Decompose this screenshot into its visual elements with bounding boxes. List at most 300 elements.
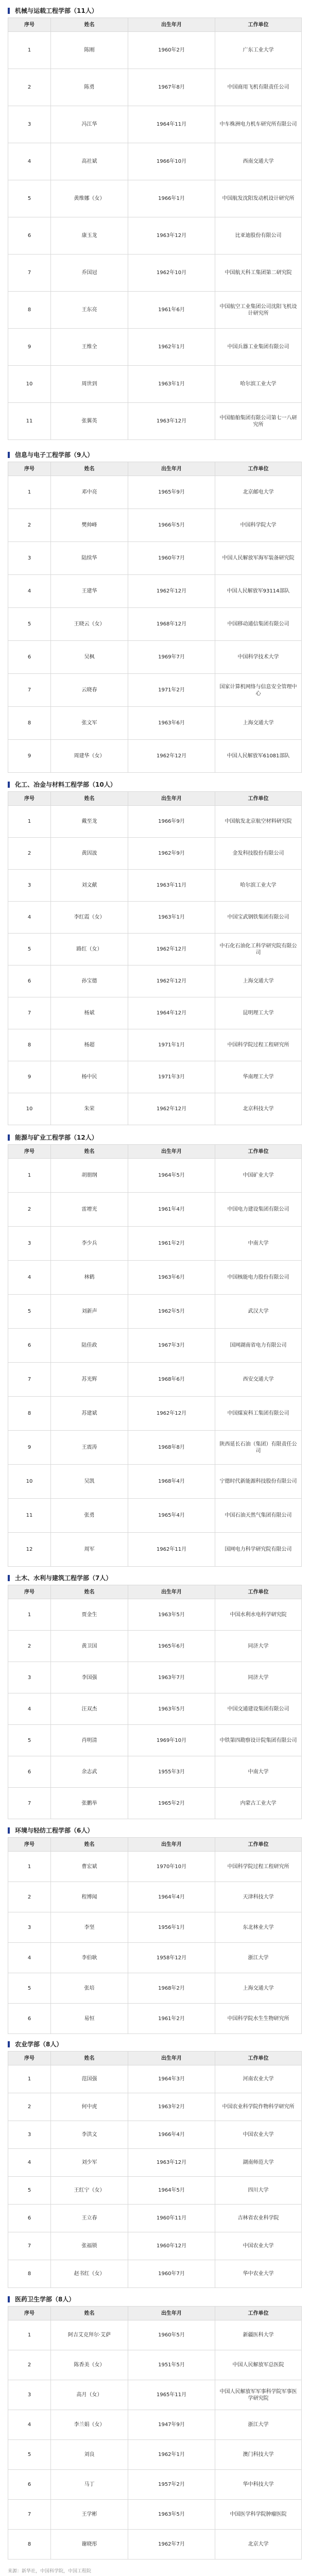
section-title: 农业学部（8人）	[8, 2038, 301, 2051]
row-index: 9	[8, 1061, 51, 1093]
member-name: 马丁	[51, 2470, 128, 2500]
birth-date: 1966年10月	[128, 143, 215, 180]
row-index: 2	[8, 1631, 51, 1662]
row-index: 10	[8, 1093, 51, 1125]
table-header-row	[8, 1838, 302, 1852]
member-table	[8, 1144, 302, 1567]
member-table	[8, 18, 302, 440]
row-index: 8	[8, 2530, 51, 2560]
row-index: 10	[8, 366, 51, 403]
work-unit: 昆明理工大学	[215, 997, 302, 1029]
table-row	[8, 1912, 302, 1943]
work-unit: 中国科学院过程工程研究所	[215, 1852, 302, 1882]
row-index: 6	[8, 641, 51, 674]
table-row	[8, 1943, 302, 1973]
column-header: 出生年月	[128, 792, 215, 806]
work-unit: 广东工业大学	[215, 32, 302, 69]
row-index: 8	[8, 707, 51, 740]
column-header: 工作单位	[215, 2307, 302, 2320]
column-header: 序号	[8, 462, 51, 476]
table-row	[8, 2260, 302, 2288]
row-index: 8	[8, 1397, 51, 1431]
table-row	[8, 2530, 302, 2560]
birth-date: 1964年5月	[128, 2177, 215, 2205]
member-name: 王震涛	[51, 1431, 128, 1465]
member-name: 张勇	[51, 1499, 128, 1533]
row-index: 1	[8, 476, 51, 509]
row-index: 3	[8, 106, 51, 143]
birth-date: 1955年3月	[128, 1756, 215, 1788]
work-unit: 中国人民解放军海军装备研究院	[215, 542, 302, 575]
work-unit: 中国矿业大学	[215, 1159, 302, 1193]
table-row	[8, 2065, 302, 2093]
row-index: 2	[8, 2350, 51, 2380]
birth-date: 1965年4月	[128, 1499, 215, 1533]
member-name: 朱荣	[51, 1093, 128, 1125]
member-name: 杨斌	[51, 997, 128, 1029]
birth-date: 1958年12月	[128, 1943, 215, 1973]
work-unit: 中国农业科学院作物科学研究所	[215, 2093, 302, 2121]
birth-date: 1969年10月	[128, 1725, 215, 1756]
work-unit: 中国商用飞机有限责任公司	[215, 69, 302, 106]
table-row	[8, 2470, 302, 2500]
row-index: 5	[8, 934, 51, 965]
birth-date: 1962年12月	[128, 1093, 215, 1125]
member-table	[8, 462, 302, 773]
column-header: 工作单位	[215, 1145, 302, 1159]
work-unit: 中国人民解放军总医院	[215, 2350, 302, 2380]
work-unit: 中国人民解放军军事科学院军事医学研究院	[215, 2380, 302, 2410]
birth-date: 1963年1月	[128, 902, 215, 934]
work-unit: 中国农业大学	[215, 2232, 302, 2260]
row-index: 2	[8, 1193, 51, 1227]
birth-date: 1969年7月	[128, 641, 215, 674]
row-index: 4	[8, 2149, 51, 2177]
table-row	[8, 1093, 302, 1125]
member-name: 李兰娟（女）	[51, 2410, 128, 2440]
member-table	[8, 1837, 302, 2034]
work-unit: 国家计算机网络与信息安全管理中心	[215, 674, 302, 707]
birth-date: 1962年5月	[128, 1295, 215, 1329]
birth-date: 1963年6月	[128, 1261, 215, 1295]
member-name: 肖明清	[51, 1725, 128, 1756]
member-name: 云晓春	[51, 674, 128, 707]
row-index: 2	[8, 1882, 51, 1912]
table-row	[8, 69, 302, 106]
row-index: 7	[8, 997, 51, 1029]
table-row	[8, 2004, 302, 2034]
birth-date: 1951年5月	[128, 2350, 215, 2380]
work-unit: 比亚迪股份有限公司	[215, 217, 302, 255]
birth-date: 1964年11月	[128, 106, 215, 143]
birth-date: 1968年12月	[128, 608, 215, 641]
table-row	[8, 575, 302, 608]
birth-date: 1960年7月	[128, 2260, 215, 2288]
work-unit: 中国航空工业集团公司沈阳飞机设计研究所	[215, 292, 302, 329]
table-row	[8, 1693, 302, 1725]
work-unit: 浙江大学	[215, 1943, 302, 1973]
work-unit: 河南农业大学	[215, 2065, 302, 2093]
member-name: 黄维娜（女）	[51, 180, 128, 217]
birth-date: 1962年12月	[128, 575, 215, 608]
table-row	[8, 1159, 302, 1193]
member-name: 周建华（女）	[51, 740, 128, 773]
row-index: 3	[8, 542, 51, 575]
table-row	[8, 476, 302, 509]
member-name: 黄卫国	[51, 1631, 128, 1662]
row-index: 8	[8, 292, 51, 329]
work-unit: 东北林业大学	[215, 1912, 302, 1943]
table-row	[8, 180, 302, 217]
member-table	[8, 1585, 302, 1819]
work-unit: 中国航发北京航空材料研究院	[215, 806, 302, 838]
section	[8, 2038, 301, 2288]
birth-date: 1963年6月	[128, 707, 215, 740]
birth-date: 1965年6月	[128, 1631, 215, 1662]
column-header: 序号	[8, 2052, 51, 2065]
work-unit: 中国医学科学院肿瘤医院	[215, 2500, 302, 2530]
birth-date: 1962年12月	[128, 740, 215, 773]
table-row	[8, 1725, 302, 1756]
column-header: 工作单位	[215, 18, 302, 32]
row-index: 4	[8, 902, 51, 934]
table-header-row	[8, 1145, 302, 1159]
work-unit: 中国科学院水生生物研究所	[215, 2004, 302, 2034]
row-index: 7	[8, 2500, 51, 2530]
row-index: 9	[8, 740, 51, 773]
work-unit: 中国移动通信集团有限公司	[215, 608, 302, 641]
member-name: 陆续华	[51, 542, 128, 575]
section-title: 能源与矿业工程学部（12人）	[8, 1131, 301, 1144]
work-unit: 同济大学	[215, 1662, 302, 1693]
member-name: 李红霞（女）	[51, 902, 128, 934]
member-name: 范国强	[51, 2065, 128, 2093]
member-name: 易恒	[51, 2004, 128, 2034]
member-name: 苏建斌	[51, 1397, 128, 1431]
column-header: 姓名	[51, 2052, 128, 2065]
work-unit: 中铁第四勘察设计院集团有限公司	[215, 1725, 302, 1756]
table-header-row	[8, 18, 302, 32]
row-index: 7	[8, 674, 51, 707]
table-row	[8, 255, 302, 292]
table-row	[8, 1465, 302, 1499]
member-name: 戴至龙	[51, 806, 128, 838]
row-index: 6	[8, 2470, 51, 2500]
table-header-row	[8, 462, 302, 476]
table-row	[8, 32, 302, 69]
table-header-row	[8, 1585, 302, 1599]
work-unit: 中国交通建设集团有限公司	[215, 1693, 302, 1725]
row-index: 2	[8, 509, 51, 542]
work-unit: 中国科学院大学	[215, 509, 302, 542]
row-index: 3	[8, 1227, 51, 1261]
column-header: 工作单位	[215, 2052, 302, 2065]
member-name: 樊帅峰	[51, 509, 128, 542]
row-index: 3	[8, 1662, 51, 1693]
row-index: 1	[8, 806, 51, 838]
member-name: 刘少军	[51, 2149, 128, 2177]
table-row	[8, 2410, 302, 2440]
table-row	[8, 674, 302, 707]
table-row	[8, 2440, 302, 2470]
work-unit: 天津科技大学	[215, 1882, 302, 1912]
birth-date: 1962年10月	[128, 255, 215, 292]
work-unit: 同济大学	[215, 1631, 302, 1662]
column-header: 出生年月	[128, 1585, 215, 1599]
work-unit: 北京邮电大学	[215, 476, 302, 509]
member-name: 王晓云（女）	[51, 608, 128, 641]
birth-date: 1962年12月	[128, 934, 215, 965]
member-name: 周军	[51, 1533, 128, 1567]
table-row	[8, 1973, 302, 2004]
member-name: 王维全	[51, 329, 128, 366]
section	[8, 448, 301, 773]
work-unit: 澳门科技大学	[215, 2440, 302, 2470]
section	[8, 4, 301, 440]
birth-date: 1968年2月	[128, 1973, 215, 2004]
row-index: 5	[8, 180, 51, 217]
member-table	[8, 2051, 302, 2288]
work-unit: 金发科技股份有限公司	[215, 838, 302, 870]
column-header: 工作单位	[215, 792, 302, 806]
member-name: 陈勇	[51, 69, 128, 106]
column-header: 姓名	[51, 18, 128, 32]
work-unit: 中国科学技术大学	[215, 641, 302, 674]
table-row	[8, 740, 302, 773]
work-unit: 华南理工大学	[215, 1061, 302, 1093]
member-name: 王建华	[51, 575, 128, 608]
member-name: 陈刚	[51, 32, 128, 69]
column-header: 出生年月	[128, 1145, 215, 1159]
table-header-row	[8, 2052, 302, 2065]
member-name: 曹宏斌	[51, 1852, 128, 1882]
table-row	[8, 1227, 302, 1261]
work-unit: 中车株洲电力机车研究所有限公司	[215, 106, 302, 143]
birth-date: 1960年12月	[128, 2232, 215, 2260]
work-unit: 西南交通大学	[215, 143, 302, 180]
row-index: 1	[8, 2320, 51, 2350]
member-name: 赵书红（女）	[51, 2260, 128, 2288]
member-name: 高月（女）	[51, 2380, 128, 2410]
member-name: 李国强	[51, 1662, 128, 1693]
birth-date: 1963年5月	[128, 1693, 215, 1725]
birth-date: 1961年4月	[128, 1193, 215, 1227]
member-name: 路红（女）	[51, 934, 128, 965]
table-row	[8, 806, 302, 838]
table-row	[8, 542, 302, 575]
table-row	[8, 1261, 302, 1295]
member-name: 张文军	[51, 707, 128, 740]
row-index: 5	[8, 1973, 51, 2004]
member-name: 高社斌	[51, 143, 128, 180]
column-header: 出生年月	[128, 2052, 215, 2065]
table-row	[8, 707, 302, 740]
work-unit: 华中农业大学	[215, 2260, 302, 2288]
row-index: 4	[8, 1693, 51, 1725]
work-unit: 上海交通大学	[215, 1973, 302, 2004]
column-header: 序号	[8, 2307, 51, 2320]
work-unit: 中国人民解放军61081部队	[215, 740, 302, 773]
member-name: 陆佳政	[51, 1329, 128, 1363]
row-index: 6	[8, 965, 51, 997]
row-index: 3	[8, 1912, 51, 1943]
column-header: 序号	[8, 1585, 51, 1599]
column-header: 序号	[8, 792, 51, 806]
table-row	[8, 870, 302, 902]
row-index: 7	[8, 1788, 51, 1819]
member-name: 王立春	[51, 2205, 128, 2232]
row-index: 7	[8, 1363, 51, 1397]
member-table	[8, 2306, 302, 2560]
row-index: 9	[8, 329, 51, 366]
section	[8, 1571, 301, 1819]
work-unit: 国网电力科学研究院有限公司	[215, 1533, 302, 1567]
birth-date: 1963年11月	[128, 870, 215, 902]
row-index: 5	[8, 2177, 51, 2205]
row-index: 5	[8, 608, 51, 641]
table-row	[8, 106, 302, 143]
row-index: 8	[8, 2260, 51, 2288]
birth-date: 1964年12月	[128, 997, 215, 1029]
member-name: 刘良	[51, 2440, 128, 2470]
table-row	[8, 2121, 302, 2149]
member-name: 张福锁	[51, 2232, 128, 2260]
section-title: 信息与电子工程学部（9人）	[8, 448, 301, 462]
member-name: 刘文献	[51, 870, 128, 902]
birth-date: 1961年2月	[128, 2004, 215, 2034]
table-row	[8, 1295, 302, 1329]
birth-date: 1962年7月	[128, 2530, 215, 2560]
row-index: 11	[8, 403, 51, 440]
birth-date: 1963年1月	[128, 366, 215, 403]
work-unit: 哈尔滨工业大学	[215, 366, 302, 403]
birth-date: 1968年6月	[128, 1363, 215, 1397]
row-index: 7	[8, 255, 51, 292]
birth-date: 1967年3月	[128, 1329, 215, 1363]
table-row	[8, 902, 302, 934]
table-row	[8, 217, 302, 255]
birth-date: 1964年3月	[128, 2065, 215, 2093]
member-name: 冯江华	[51, 106, 128, 143]
table-row	[8, 1662, 302, 1693]
table-row	[8, 1061, 302, 1093]
birth-date: 1971年1月	[128, 1029, 215, 1061]
work-unit: 中国电力建设集团有限公司	[215, 1193, 302, 1227]
birth-date: 1957年2月	[128, 2470, 215, 2500]
row-index: 4	[8, 143, 51, 180]
section-title: 土木、水利与建筑工程学部（7人）	[8, 1571, 301, 1585]
work-unit: 国网湖南省电力有限公司	[215, 1329, 302, 1363]
column-header: 出生年月	[128, 462, 215, 476]
member-name: 胡朋纲	[51, 1159, 128, 1193]
work-unit: 北京科技大学	[215, 1093, 302, 1125]
table-row	[8, 403, 302, 440]
birth-date: 1968年4月	[128, 1465, 215, 1499]
row-index: 1	[8, 1159, 51, 1193]
member-name: 李少兵	[51, 1227, 128, 1261]
work-unit: 中国农业大学	[215, 2121, 302, 2149]
column-header: 序号	[8, 1838, 51, 1852]
column-header: 工作单位	[215, 1585, 302, 1599]
column-header: 出生年月	[128, 2307, 215, 2320]
section-title: 化工、冶金与材料工程学部（10人）	[8, 778, 301, 791]
row-index: 2	[8, 69, 51, 106]
column-header: 出生年月	[128, 18, 215, 32]
member-name: 李洪文	[51, 2121, 128, 2149]
table-row	[8, 838, 302, 870]
table-row	[8, 1631, 302, 1662]
table-row	[8, 1499, 302, 1533]
birth-date: 1968年8月	[128, 1431, 215, 1465]
member-table	[8, 791, 302, 1125]
member-name: 陈香美（女）	[51, 2350, 128, 2380]
row-index: 9	[8, 1431, 51, 1465]
work-unit: 浙江大学	[215, 2410, 302, 2440]
table-row	[8, 1788, 302, 1819]
table-row	[8, 1599, 302, 1631]
column-header: 姓名	[51, 462, 128, 476]
birth-date: 1970年10月	[128, 1852, 215, 1882]
row-index: 3	[8, 2121, 51, 2149]
work-unit: 中国煤炭科工集团有限公司	[215, 1397, 302, 1431]
work-unit: 四川大学	[215, 2177, 302, 2205]
work-unit: 中国宝武钢铁集团有限公司	[215, 902, 302, 934]
column-header: 序号	[8, 18, 51, 32]
table-row	[8, 1756, 302, 1788]
birth-date: 1963年12月	[128, 2149, 215, 2177]
table-row	[8, 2093, 302, 2121]
work-unit: 西安交通大学	[215, 1363, 302, 1397]
column-header: 姓名	[51, 1585, 128, 1599]
work-unit: 新疆医科大学	[215, 2320, 302, 2350]
member-name: 余志武	[51, 1756, 128, 1788]
table-row	[8, 1329, 302, 1363]
table-row	[8, 2177, 302, 2205]
member-name: 孙宝德	[51, 965, 128, 997]
row-index: 2	[8, 838, 51, 870]
member-name: 李伯耿	[51, 1943, 128, 1973]
work-unit: 中国人民解放军93114部队	[215, 575, 302, 608]
table-row	[8, 2149, 302, 2177]
birth-date: 1966年1月	[128, 180, 215, 217]
column-header: 姓名	[51, 792, 128, 806]
table-row	[8, 509, 302, 542]
table-row	[8, 2500, 302, 2530]
table-row	[8, 2350, 302, 2380]
birth-date: 1963年12月	[128, 217, 215, 255]
member-name: 张培	[51, 1973, 128, 2004]
member-name: 周世到	[51, 366, 128, 403]
table-row	[8, 366, 302, 403]
row-index: 1	[8, 1852, 51, 1882]
row-index: 4	[8, 1943, 51, 1973]
birth-date: 1966年4月	[128, 2121, 215, 2149]
work-unit: 中国水利水电科学研究院	[215, 1599, 302, 1631]
work-unit: 中南大学	[215, 1227, 302, 1261]
table-header-row	[8, 792, 302, 806]
row-index: 6	[8, 1329, 51, 1363]
member-name: 吴枫	[51, 641, 128, 674]
member-name: 程博闻	[51, 1882, 128, 1912]
column-header: 姓名	[51, 2307, 128, 2320]
column-header: 出生年月	[128, 1838, 215, 1852]
row-index: 7	[8, 2232, 51, 2260]
work-unit: 中国核能电力股份有限公司	[215, 1261, 302, 1295]
row-index: 1	[8, 32, 51, 69]
row-index: 10	[8, 1465, 51, 1499]
member-name: 林鹤	[51, 1261, 128, 1295]
birth-date: 1947年9月	[128, 2410, 215, 2440]
